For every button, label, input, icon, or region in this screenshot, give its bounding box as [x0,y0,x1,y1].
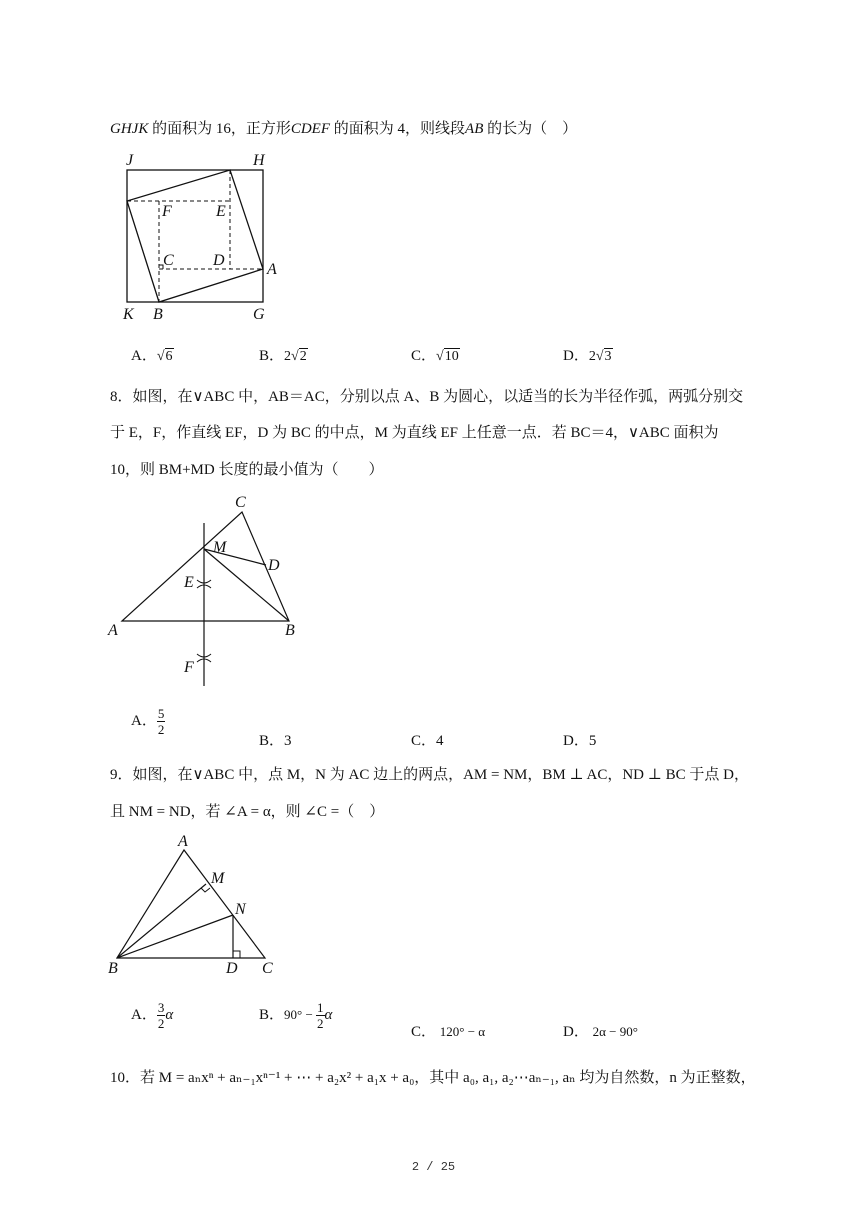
q8-label-e: E [184,574,194,591]
q9-segment-bn [117,915,233,958]
q9-option-c-label: C． [411,1024,437,1040]
q7-label-a: A [267,261,277,278]
q7-label-c: C [163,252,174,269]
q8-stem-line-1: 8．如图，在∨ABC 中，AB＝AC，分别以点 A、B 为圆心，以适当的长为半径作弧，两弧分别交 [110,389,744,405]
q8-option-a-label: A． [131,712,157,729]
q9-segment-bm [117,884,206,958]
q8-label-a: A [108,622,118,639]
q8-option-b[interactable]: B．3 [259,733,292,749]
q9-option-a-fraction: $\frac{3}{2}$ [157,1000,165,1031]
q9-option-c-value: 120° − α [439,1024,486,1039]
q7-option-a[interactable] [131,344,174,365]
q7-label-g: G [253,306,265,323]
q7-label-h: H [253,152,265,169]
q8-stem-line-3: 10，则 BM+MD 长度的最小值为（ ） [110,462,384,478]
q7-option-b[interactable] [259,344,308,365]
q9-option-b-fraction: $\frac{1}{2}$ [317,1000,324,1031]
q7-label-d: D [213,252,225,269]
q9-option-d-label: D． [563,1024,589,1040]
q8-label-f: F [184,659,194,676]
q9-label-a: A [178,833,188,850]
page-number: 2 / 25 [411,1160,456,1174]
q8-option-d[interactable]: D．5 [563,733,597,749]
q7-option-b-label: B． [259,348,285,364]
q8-label-d: D [268,557,280,574]
q7-label-j: J [126,152,134,169]
q9-option-c[interactable] [411,1020,485,1041]
q7-label-e: E [216,203,226,220]
q7-square-outer [127,170,263,302]
q9-option-a-alpha: α [165,1006,174,1023]
q7-option-c-value: √10 [436,349,459,364]
q8-triangle-abc [122,512,289,621]
q9-option-b-alpha: α [324,1006,333,1023]
q8-option-a-fraction: $\frac{5}{2}$ [157,706,165,737]
q8-label-m: M [213,539,227,556]
q7-figure [110,148,290,326]
q9-option-b[interactable] [259,1000,332,1031]
q9-figure [100,832,285,982]
q9-label-b: B [108,960,118,977]
q9-option-a-label: A． [131,1006,157,1023]
q8-option-a[interactable] [131,706,165,737]
q9-stem-line-2: 且 NM = ND，若 ∠A = α，则 ∠C =（ ） [110,804,385,820]
q8-stem-line-2: 于 E，F，作直线 EF，D 为 BC 的中点，M 为直线 EF 上任意一点．若 BC＝4，∨ABC 面积为 [110,425,719,441]
q7-segment-ab: AB [465,121,484,137]
q7-square-inner [127,170,263,302]
q7-label-f: F [162,203,172,220]
q8-label-b: B [285,622,295,639]
q9-label-c: C [262,960,273,977]
q7-stem-text-a: 的面积为 16，正方形 [148,121,291,137]
q8-label-c: C [235,494,246,511]
q7-label-k: K [123,306,134,323]
q9-option-a[interactable] [131,1000,173,1031]
q7-stem [110,117,577,138]
q9-right-angle-m [201,888,210,892]
q9-option-d-value: 2α − 90° [592,1024,638,1039]
q9-label-d: D [226,960,238,977]
q7-square-cdef: CDEF [290,121,331,137]
q7-option-d-label: D． [563,348,589,364]
q9-label-n: N [235,901,246,918]
q9-option-b-prefix: 90° − [284,1006,317,1022]
q7-option-a-label: A． [131,348,157,364]
q10-stem-line-1: 10．若 M = aₙxⁿ + aₙ₋₁xⁿ⁻¹ + ⋯ + a₂x² + a₁x + a₀，其中 a₀, a₁, a₂⋯aₙ₋₁, aₙ 均为自然数，n 为正整数， [110,1070,756,1086]
q9-option-d[interactable] [563,1020,638,1041]
q7-option-b-value: 2√2 [284,349,307,364]
q9-stem-line-1: 9．如图，在∨ABC 中，点 M，N 为 AC 边上的两点，AM = NM，BM ⊥ AC，ND ⊥ BC 于点 D， [110,767,749,783]
q7-square-ghjk: GHJK [110,121,149,137]
q9-label-m: M [211,870,225,887]
q7-stem-text-b: 的面积为 4，则线段 [330,121,466,137]
q7-stem-text-c: 的长为（ ） [483,121,578,137]
q8-option-c[interactable]: C．4 [411,733,444,749]
q8-figure [100,488,310,693]
q7-option-c[interactable] [411,344,460,365]
q9-option-b-label: B． [259,1006,285,1023]
q7-option-c-label: C． [411,348,437,364]
q7-option-d[interactable] [563,344,613,365]
q9-right-angle-d [233,951,240,958]
q7-option-a-value: √6 [156,349,173,364]
q7-option-d-value: 2√3 [588,349,612,364]
q7-label-b: B [153,306,163,323]
